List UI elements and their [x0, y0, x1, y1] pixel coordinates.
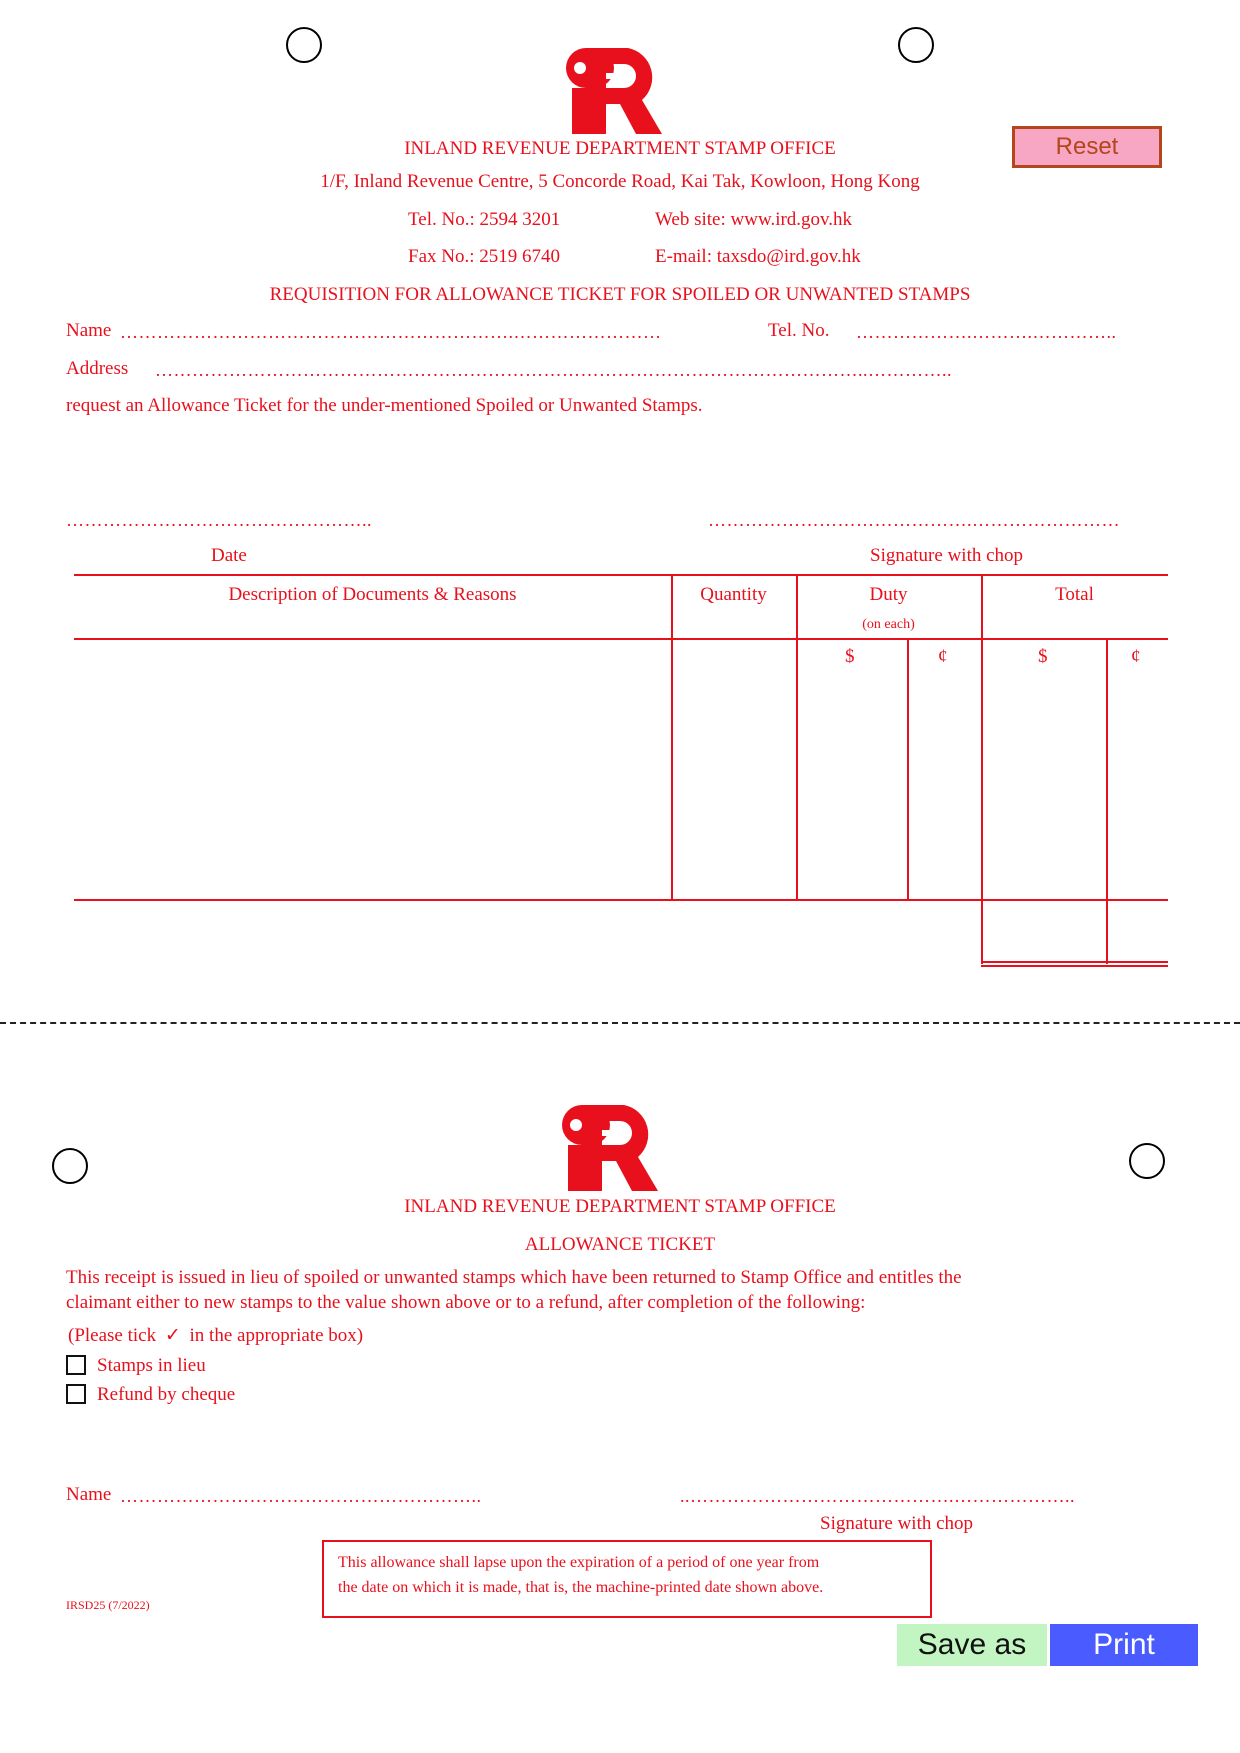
email: E-mail: taxsdo@ird.gov.hk [655, 246, 861, 267]
notice-line-1: This allowance shall lapse upon the expiration of a period of one year from [338, 1554, 820, 1571]
check-icon: ✓ [164, 1324, 181, 1346]
col-divider-3 [907, 638, 909, 900]
receipt-text-line1: This receipt is issued in lieu of spoiled or unwanted stamps which have been returned to Stamp Office and entitles the [66, 1267, 962, 1288]
lapse-notice [322, 1540, 932, 1618]
ticket-name-label: Name [66, 1484, 112, 1505]
total-box-bottom-1 [981, 961, 1168, 963]
tel-input[interactable]: ……………….……….………….. [856, 322, 1117, 342]
reset-button[interactable]: Reset [1012, 126, 1162, 168]
col-header-description: Description of Documents & Reasons [228, 584, 517, 605]
punch-hole-bottom-left [52, 1148, 88, 1184]
tel-label: Tel. No. [768, 320, 830, 341]
punch-hole-top-left [286, 27, 322, 63]
name-input[interactable]: ……………………………………………………….…………………… [120, 322, 662, 342]
tick-instruction-pre: (Please tick [68, 1325, 157, 1346]
stamps-in-lieu-label: Stamps in lieu [97, 1355, 206, 1376]
department-title: INLAND REVENUE DEPARTMENT STAMP OFFICE [404, 138, 836, 159]
table-header-border [74, 638, 1168, 640]
refund-by-cheque-checkbox[interactable] [66, 1384, 86, 1404]
col-divider-4 [981, 574, 983, 964]
total-dollar-label: $ [1038, 646, 1048, 667]
table-top-border [74, 574, 1168, 576]
total-box-right [1167, 899, 1168, 966]
signature-label: Signature with chop [870, 545, 1024, 566]
duty-note: (on each) [862, 617, 915, 632]
date-label: Date [211, 545, 247, 566]
form-code: IRSD25 (7/2022) [66, 1598, 150, 1612]
total-cent-label: ¢ [1131, 646, 1141, 667]
signature-input[interactable]: …………………………………….…………………… [708, 510, 1120, 530]
requisition-title: REQUISITION FOR ALLOWANCE TICKET FOR SPOILED OR UNWANTED STAMPS [269, 284, 971, 305]
office-address: 1/F, Inland Revenue Centre, 5 Concorde Road, Kai Tak, Kowloon, Hong Kong [320, 171, 920, 192]
ticket-department-title: INLAND REVENUE DEPARTMENT STAMP OFFICE [404, 1196, 836, 1217]
punch-hole-bottom-right [1129, 1143, 1165, 1179]
print-button[interactable]: Print [1050, 1624, 1198, 1666]
save-as-button[interactable]: Save as [897, 1624, 1047, 1666]
col-header-duty: Duty [869, 584, 908, 605]
col-header-total: Total [1055, 584, 1094, 605]
notice-line-2: the date on which it is made, that is, the machine-printed date shown above. [338, 1579, 824, 1596]
ticket-signature-input[interactable]: ..…………………………………….……………….. [680, 1486, 1075, 1506]
tel-number: Tel. No.: 2594 3201 [408, 209, 561, 230]
name-label: Name [66, 320, 112, 341]
date-input[interactable]: ………………………………………….. [66, 510, 372, 530]
ird-logo [562, 48, 664, 134]
duty-dollar-label: $ [845, 646, 855, 667]
receipt-text-line2: claimant either to new stamps to the value shown above or to a refund, after completion of the following: [66, 1292, 866, 1313]
col-divider-5 [1106, 638, 1108, 964]
tick-instruction-post: in the appropriate box) [189, 1325, 364, 1346]
col-header-quantity: Quantity [700, 584, 767, 605]
ticket-title: ALLOWANCE TICKET [524, 1234, 716, 1255]
cut-line [0, 1022, 1240, 1024]
stamps-in-lieu-checkbox[interactable] [66, 1355, 86, 1375]
tick-instruction [68, 1324, 363, 1347]
fax-number: Fax No.: 2519 6740 [408, 246, 560, 267]
duty-cent-label: ¢ [938, 646, 948, 667]
ticket-signature-label: Signature with chop [820, 1513, 974, 1534]
address-label: Address [66, 358, 129, 379]
col-divider-1 [671, 574, 673, 900]
address-input[interactable]: ……………………………………………………………………………………………………..………….. [155, 360, 952, 380]
punch-hole-top-right [898, 27, 934, 63]
request-text: request an Allowance Ticket for the under-mentioned Spoiled or Unwanted Stamps. [66, 395, 703, 416]
table-bottom-border [74, 899, 1168, 901]
refund-by-cheque-label: Refund by cheque [97, 1384, 236, 1405]
total-box-bottom-2 [981, 965, 1168, 967]
ticket-name-input[interactable]: ………………………………………………….. [120, 1486, 482, 1506]
ird-logo-ticket [558, 1105, 660, 1191]
website: Web site: www.ird.gov.hk [655, 209, 853, 230]
